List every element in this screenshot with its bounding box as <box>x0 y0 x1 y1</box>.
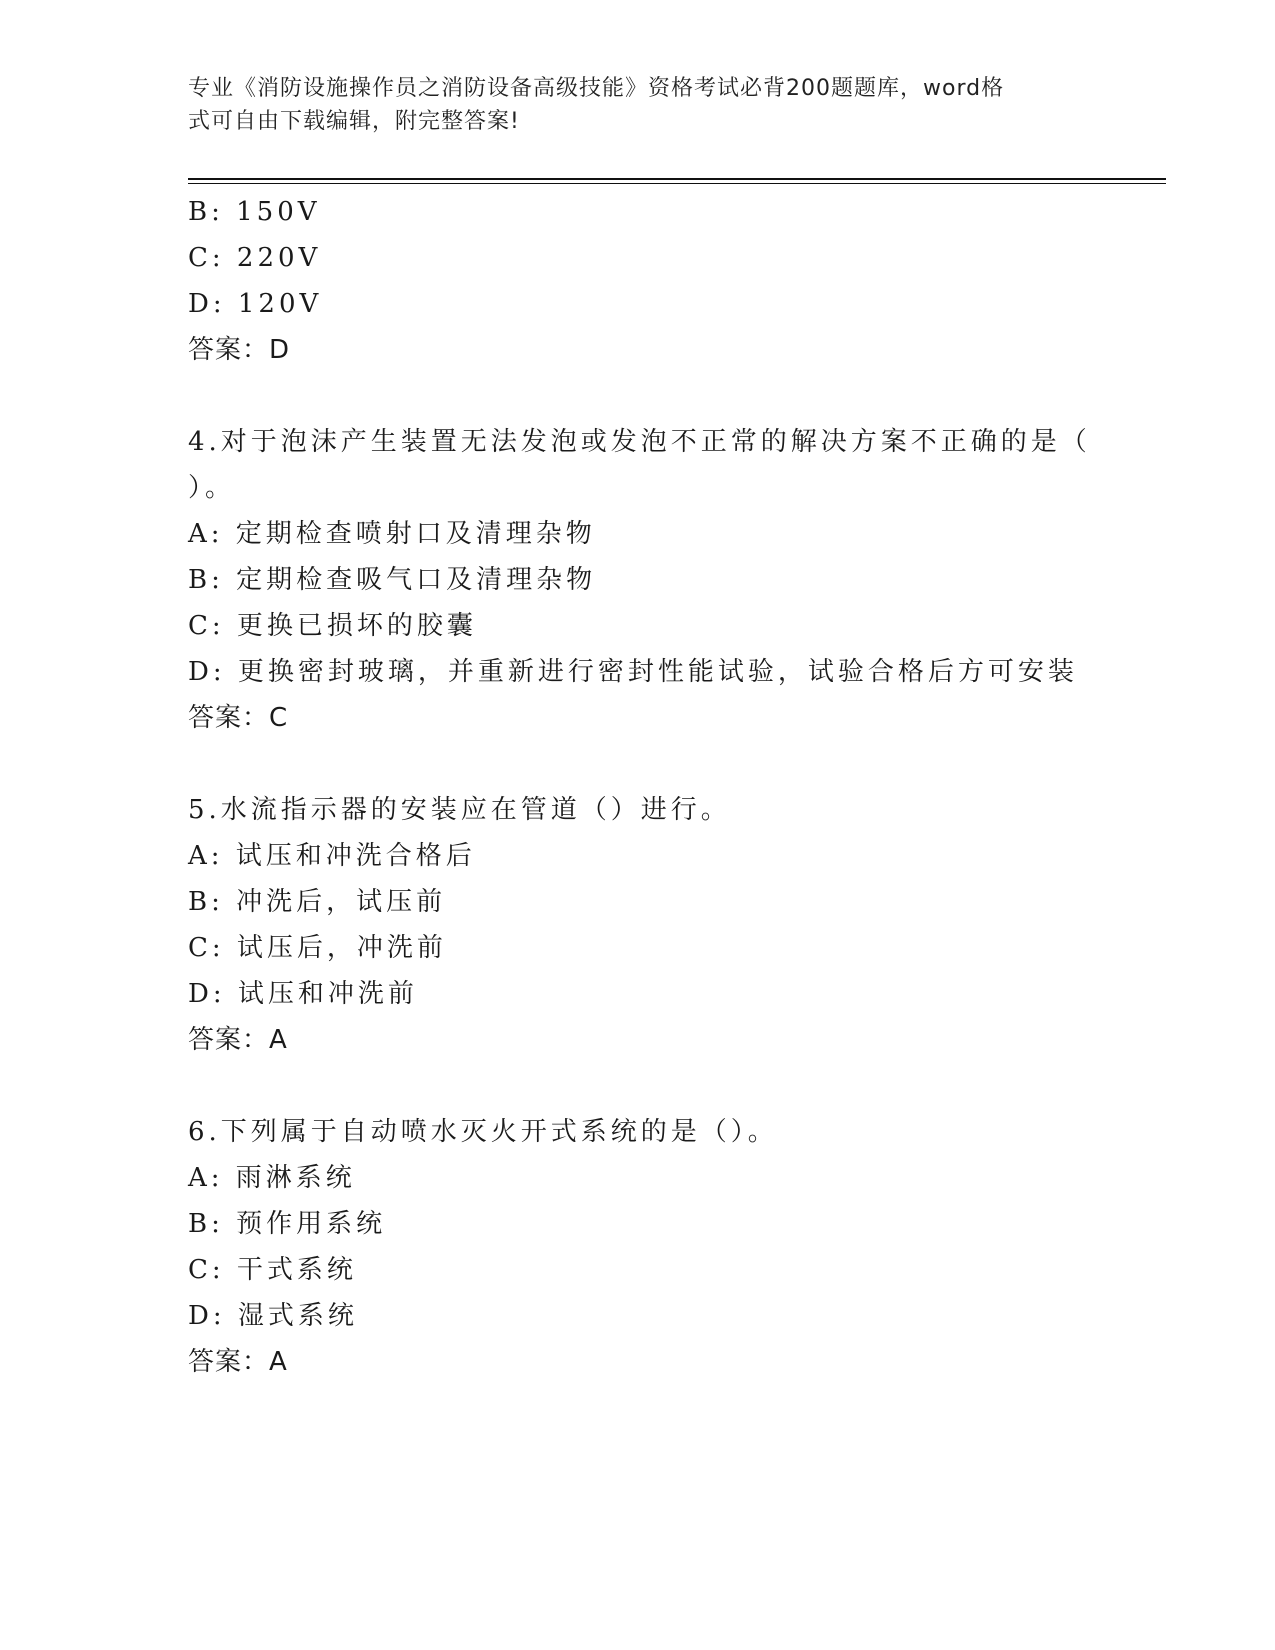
answer: 答案：A <box>188 1347 288 1377</box>
option-b: B: 定期检查吸气口及清理杂物 <box>188 565 597 595</box>
option-c: C: 试压后，冲洗前 <box>188 933 447 963</box>
spacer <box>188 373 1088 419</box>
spacer <box>188 741 1088 787</box>
option-d: D: 湿式系统 <box>188 1301 358 1331</box>
question-text: 5.水流指示器的安装应在管道（）进行。 <box>188 795 731 825</box>
option-a: A: 试压和冲洗合格后 <box>188 841 476 871</box>
option-d: D: 试压和冲洗前 <box>188 979 418 1009</box>
question-3-tail <box>188 189 1088 373</box>
option-c: C: 干式系统 <box>188 1255 357 1285</box>
question-list <box>188 189 1091 1385</box>
header-title-line-1: 专业《消防设施操作员之消防设备高级技能》资格考试必背200题题库，word格 <box>188 76 1005 101</box>
answer: 答案：A <box>188 1025 288 1055</box>
option-b: B: 冲洗后，试压前 <box>188 887 447 917</box>
option-d: D: 120V <box>188 289 323 319</box>
option-c: C: 更换已损坏的胶囊 <box>188 611 477 641</box>
question-text: 4.对于泡沫产生装置无法发泡或发泡不正常的解决方案不正确的是（ <box>188 427 1091 457</box>
option-b: B: 预作用系统 <box>188 1209 387 1239</box>
header-title-line-2: 式可自由下载编辑，附完整答案! <box>188 109 520 134</box>
header-divider-thick <box>188 178 1166 180</box>
answer: 答案：C <box>188 703 289 733</box>
answer: 答案：D <box>188 335 291 365</box>
question-5 <box>188 787 1088 1063</box>
option-a: A: 雨淋系统 <box>188 1163 356 1193</box>
header-divider-thin <box>188 183 1166 184</box>
option-c: C: 220V <box>188 243 322 273</box>
question-4 <box>188 419 1091 741</box>
option-a: A: 定期检查喷射口及清理杂物 <box>188 519 596 549</box>
option-d: D: 更换密封玻璃，并重新进行密封性能试验，试验合格后方可安装 <box>188 657 1078 687</box>
question-6 <box>188 1109 1088 1385</box>
spacer <box>188 1063 1088 1109</box>
document-header <box>188 72 1078 138</box>
question-text-continued: ）。 <box>188 473 236 503</box>
option-b: B: 150V <box>188 197 321 227</box>
question-text: 6.下列属于自动喷水灭火开式系统的是（）。 <box>188 1117 778 1147</box>
